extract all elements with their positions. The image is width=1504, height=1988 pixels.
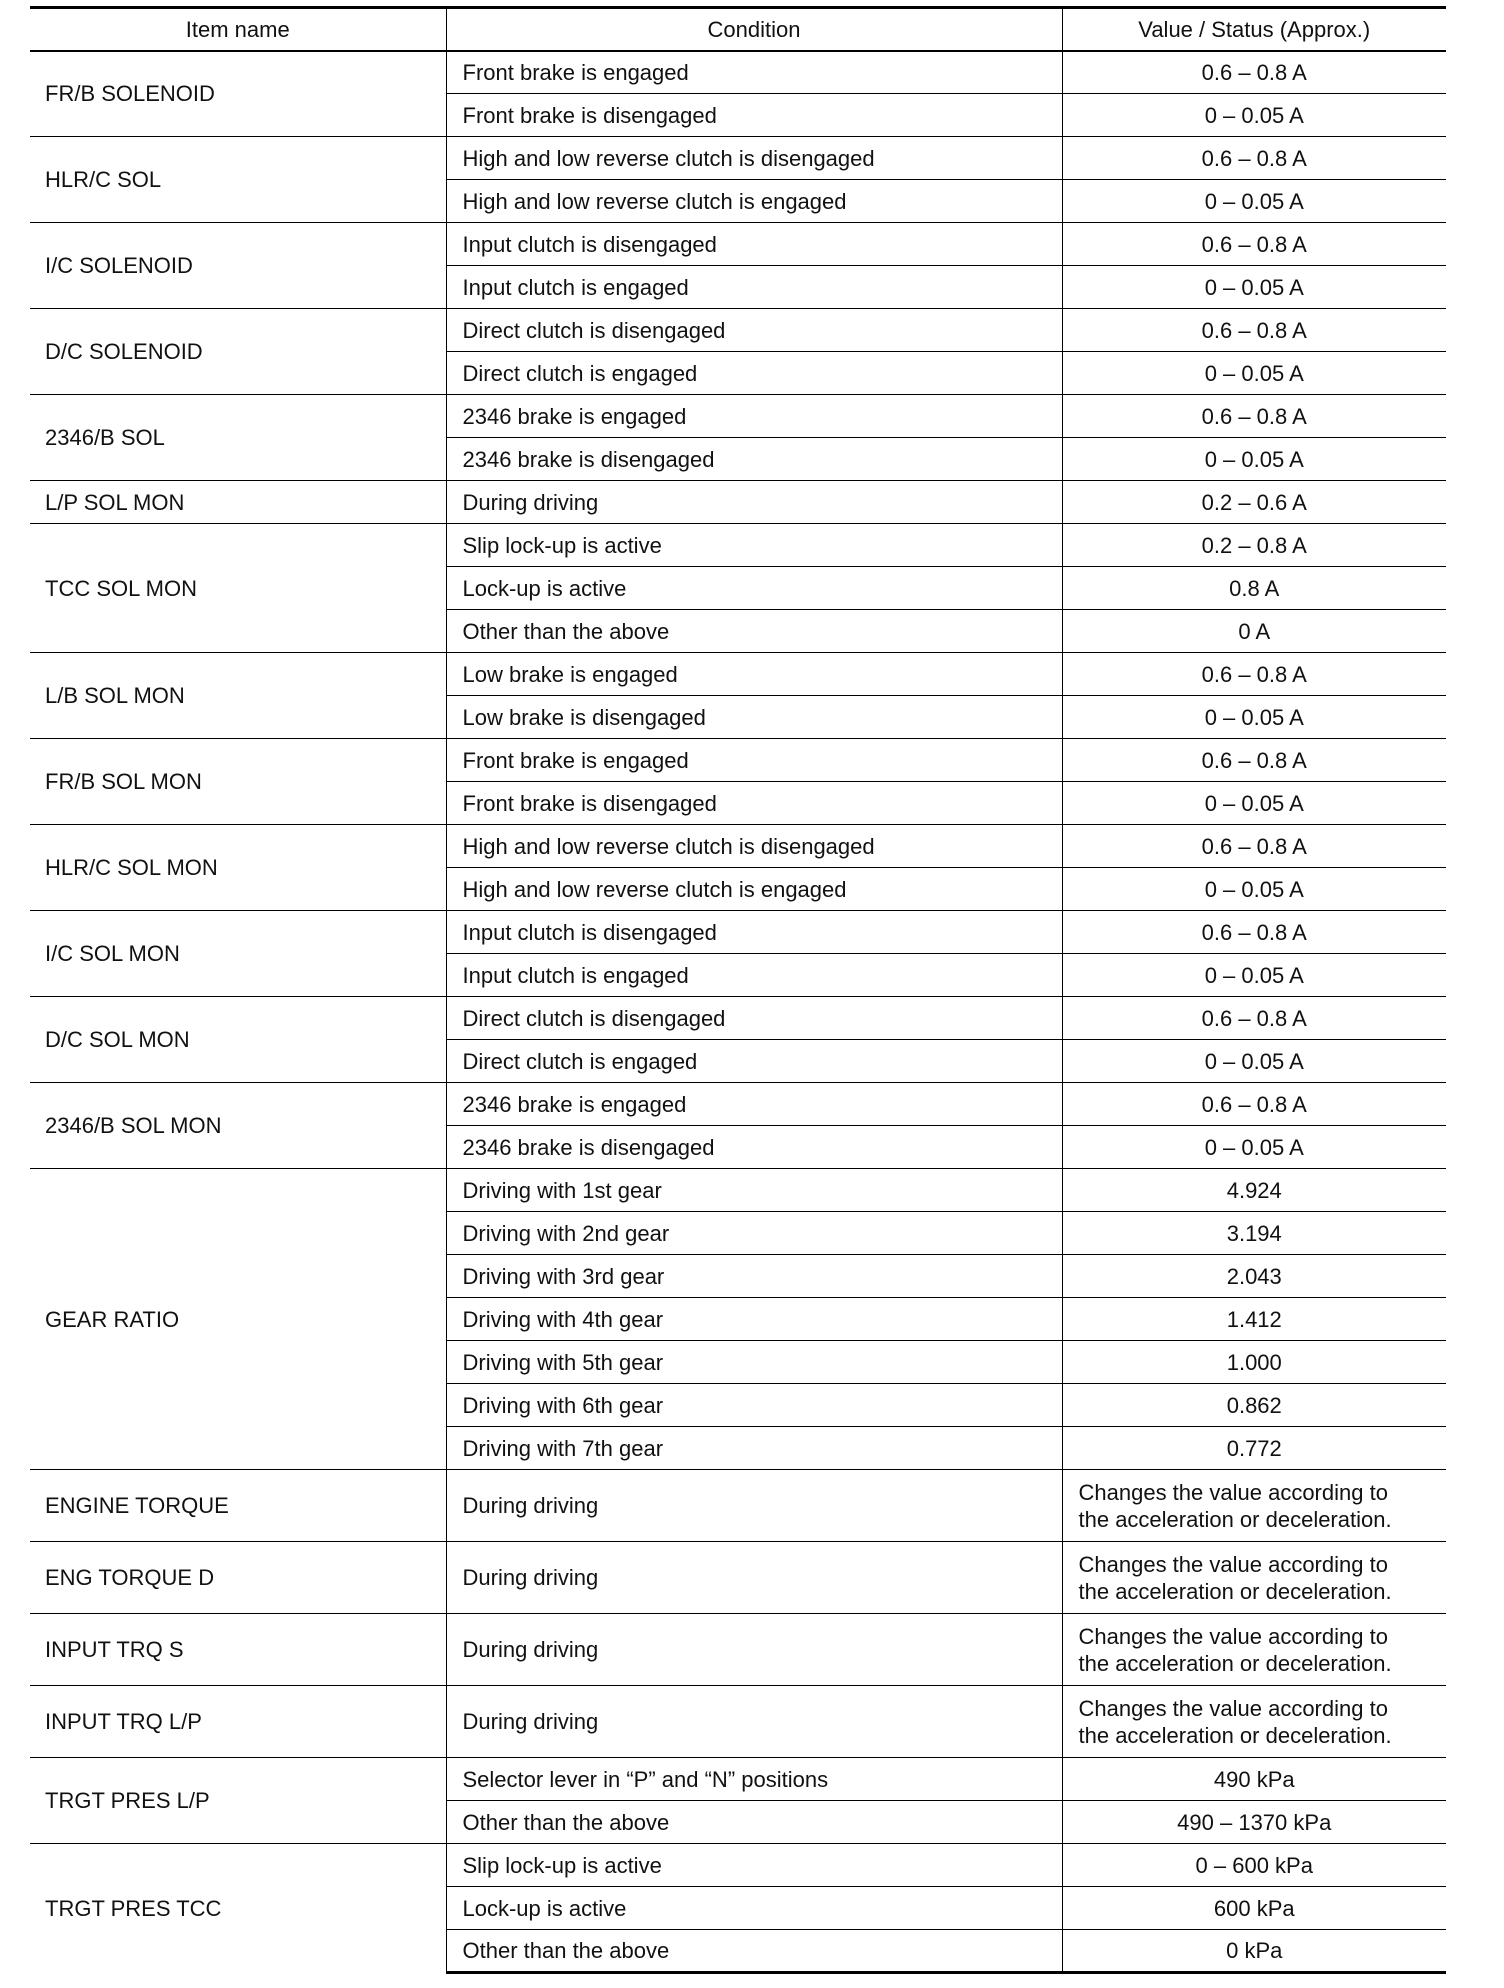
condition-cell: Input clutch is engaged <box>446 266 1062 309</box>
value-cell: 490 – 1370 kPa <box>1062 1801 1446 1844</box>
condition-cell: During driving <box>446 1614 1062 1686</box>
value-cell: 600 kPa <box>1062 1887 1446 1930</box>
value-cell: 2.043 <box>1062 1255 1446 1298</box>
condition-cell: Driving with 7th gear <box>446 1427 1062 1470</box>
item-name-cell: ENGINE TORQUE <box>30 1470 446 1542</box>
item-name-cell: INPUT TRQ L/P <box>30 1686 446 1758</box>
value-cell: 490 kPa <box>1062 1758 1446 1801</box>
table-row <box>30 653 1446 696</box>
condition-cell: Direct clutch is disengaged <box>446 997 1062 1040</box>
item-name-cell: TCC SOL MON <box>30 524 446 653</box>
value-cell: 0.6 – 0.8 A <box>1062 395 1446 438</box>
condition-cell: Driving with 3rd gear <box>446 1255 1062 1298</box>
table-header <box>30 8 1446 51</box>
header-condition: Condition <box>446 8 1062 51</box>
item-name-cell: TRGT PRES L/P <box>30 1758 446 1844</box>
value-cell <box>1062 1686 1446 1758</box>
condition-cell: High and low reverse clutch is engaged <box>446 180 1062 223</box>
value-cell: 0.6 – 0.8 A <box>1062 739 1446 782</box>
table-row <box>30 524 1446 567</box>
item-name-cell: INPUT TRQ S <box>30 1614 446 1686</box>
value-cell: 0.6 – 0.8 A <box>1062 309 1446 352</box>
condition-cell: 2346 brake is disengaged <box>446 1126 1062 1169</box>
table-row <box>30 825 1446 868</box>
value-cell: 0 A <box>1062 610 1446 653</box>
condition-cell: During driving <box>446 1686 1062 1758</box>
value-line: Changes the value according to <box>1078 1695 1388 1721</box>
table-row <box>30 739 1446 782</box>
value-cell <box>1062 1542 1446 1614</box>
item-name-cell: L/P SOL MON <box>30 481 446 524</box>
item-name-cell: L/B SOL MON <box>30 653 446 739</box>
condition-cell: During driving <box>446 1470 1062 1542</box>
header-value-status: Value / Status (Approx.) <box>1062 8 1446 51</box>
condition-cell: Direct clutch is disengaged <box>446 309 1062 352</box>
item-name-cell: FR/B SOLENOID <box>30 51 446 137</box>
value-cell: 0.6 – 0.8 A <box>1062 911 1446 954</box>
value-cell: 0.772 <box>1062 1427 1446 1470</box>
value-cell: 0.6 – 0.8 A <box>1062 1083 1446 1126</box>
value-cell: 0.6 – 0.8 A <box>1062 137 1446 180</box>
header-row <box>30 8 1446 51</box>
value-cell: 0 – 0.05 A <box>1062 782 1446 825</box>
value-cell: 0 – 0.05 A <box>1062 954 1446 997</box>
item-name-cell: 2346/B SOL MON <box>30 1083 446 1169</box>
table-row <box>30 223 1446 266</box>
table-row <box>30 911 1446 954</box>
value-cell: 0.6 – 0.8 A <box>1062 825 1446 868</box>
value-line: the acceleration or deceleration. <box>1078 1650 1392 1676</box>
table-row <box>30 1083 1446 1126</box>
table-row <box>30 1169 1446 1212</box>
table-row <box>30 1614 1446 1686</box>
item-name-cell: ENG TORQUE D <box>30 1542 446 1614</box>
value-cell: 0 – 0.05 A <box>1062 1126 1446 1169</box>
value-cell: 0.6 – 0.8 A <box>1062 51 1446 94</box>
condition-cell: Lock-up is active <box>446 1887 1062 1930</box>
condition-cell: High and low reverse clutch is disengaged <box>446 137 1062 180</box>
item-name-cell: TRGT PRES TCC <box>30 1844 446 1973</box>
value-cell: 0 – 0.05 A <box>1062 438 1446 481</box>
header-item-name: Item name <box>30 8 446 51</box>
condition-cell: 2346 brake is engaged <box>446 1083 1062 1126</box>
table-row <box>30 309 1446 352</box>
condition-cell: Low brake is disengaged <box>446 696 1062 739</box>
condition-cell: Input clutch is disengaged <box>446 911 1062 954</box>
condition-cell: Slip lock-up is active <box>446 524 1062 567</box>
condition-cell: Driving with 1st gear <box>446 1169 1062 1212</box>
condition-cell: During driving <box>446 1542 1062 1614</box>
table-row <box>30 395 1446 438</box>
condition-cell: Driving with 6th gear <box>446 1384 1062 1427</box>
value-cell: 0 – 0.05 A <box>1062 1040 1446 1083</box>
table-row <box>30 481 1446 524</box>
data-monitor-table <box>30 6 1446 1974</box>
value-cell <box>1062 1614 1446 1686</box>
table-row <box>30 137 1446 180</box>
value-cell: 0.862 <box>1062 1384 1446 1427</box>
condition-cell: Direct clutch is engaged <box>446 352 1062 395</box>
item-name-cell: FR/B SOL MON <box>30 739 446 825</box>
value-line: the acceleration or deceleration. <box>1078 1578 1392 1604</box>
value-cell: 0 – 0.05 A <box>1062 696 1446 739</box>
value-line: Changes the value according to <box>1078 1551 1388 1577</box>
condition-cell: Other than the above <box>446 1801 1062 1844</box>
table-row <box>30 51 1446 94</box>
value-cell: 0.6 – 0.8 A <box>1062 653 1446 696</box>
value-cell: 0 kPa <box>1062 1930 1446 1973</box>
value-cell: 0.2 – 0.8 A <box>1062 524 1446 567</box>
table-body <box>30 51 1446 1973</box>
value-cell: 1.000 <box>1062 1341 1446 1384</box>
condition-cell: High and low reverse clutch is engaged <box>446 868 1062 911</box>
value-cell: 0.2 – 0.6 A <box>1062 481 1446 524</box>
table-row <box>30 1758 1446 1801</box>
table-row <box>30 997 1446 1040</box>
value-cell: 0 – 0.05 A <box>1062 266 1446 309</box>
item-name-cell: I/C SOLENOID <box>30 223 446 309</box>
item-name-cell: HLR/C SOL MON <box>30 825 446 911</box>
value-cell <box>1062 1470 1446 1542</box>
condition-cell: Input clutch is disengaged <box>446 223 1062 266</box>
condition-cell: Driving with 2nd gear <box>446 1212 1062 1255</box>
condition-cell: Selector lever in “P” and “N” positions <box>446 1758 1062 1801</box>
condition-cell: Front brake is disengaged <box>446 94 1062 137</box>
value-cell: 0 – 0.05 A <box>1062 94 1446 137</box>
value-cell: 0 – 600 kPa <box>1062 1844 1446 1887</box>
item-name-cell: 2346/B SOL <box>30 395 446 481</box>
condition-cell: Direct clutch is engaged <box>446 1040 1062 1083</box>
value-cell: 1.412 <box>1062 1298 1446 1341</box>
condition-cell: Other than the above <box>446 610 1062 653</box>
value-cell: 0.8 A <box>1062 567 1446 610</box>
condition-cell: Driving with 4th gear <box>446 1298 1062 1341</box>
value-cell: 4.924 <box>1062 1169 1446 1212</box>
condition-cell: High and low reverse clutch is disengaged <box>446 825 1062 868</box>
item-name-cell: I/C SOL MON <box>30 911 446 997</box>
table-row <box>30 1542 1446 1614</box>
condition-cell: 2346 brake is engaged <box>446 395 1062 438</box>
condition-cell: 2346 brake is disengaged <box>446 438 1062 481</box>
condition-cell: Other than the above <box>446 1930 1062 1973</box>
item-name-cell: HLR/C SOL <box>30 137 446 223</box>
condition-cell: During driving <box>446 481 1062 524</box>
condition-cell: Lock-up is active <box>446 567 1062 610</box>
value-line: the acceleration or deceleration. <box>1078 1506 1392 1532</box>
value-cell: 0 – 0.05 A <box>1062 180 1446 223</box>
condition-cell: Front brake is engaged <box>446 51 1062 94</box>
item-name-cell: GEAR RATIO <box>30 1169 446 1470</box>
value-line: Changes the value according to <box>1078 1623 1388 1649</box>
value-cell: 0.6 – 0.8 A <box>1062 223 1446 266</box>
value-cell: 0 – 0.05 A <box>1062 868 1446 911</box>
table-row <box>30 1844 1446 1887</box>
condition-cell: Low brake is engaged <box>446 653 1062 696</box>
value-line: the acceleration or deceleration. <box>1078 1722 1392 1748</box>
condition-cell: Input clutch is engaged <box>446 954 1062 997</box>
condition-cell: Driving with 5th gear <box>446 1341 1062 1384</box>
condition-cell: Slip lock-up is active <box>446 1844 1062 1887</box>
item-name-cell: D/C SOLENOID <box>30 309 446 395</box>
condition-cell: Front brake is engaged <box>446 739 1062 782</box>
value-line: Changes the value according to <box>1078 1479 1388 1505</box>
table-row <box>30 1470 1446 1542</box>
item-name-cell: D/C SOL MON <box>30 997 446 1083</box>
table-row <box>30 1686 1446 1758</box>
value-cell: 0.6 – 0.8 A <box>1062 997 1446 1040</box>
value-cell: 3.194 <box>1062 1212 1446 1255</box>
condition-cell: Front brake is disengaged <box>446 782 1062 825</box>
value-cell: 0 – 0.05 A <box>1062 352 1446 395</box>
